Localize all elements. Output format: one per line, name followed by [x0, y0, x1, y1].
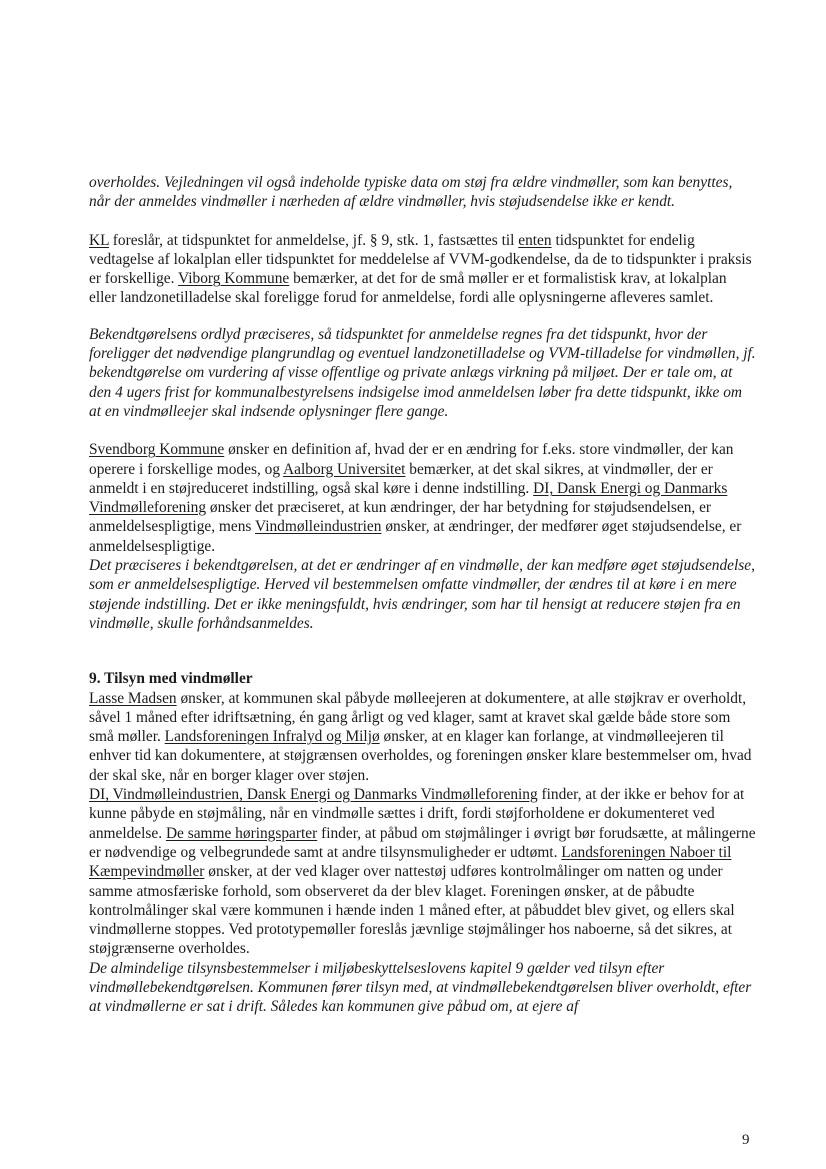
respondent-name: Svendborg Kommune	[89, 441, 225, 459]
respondent-name: Landsforeningen Naboer til Kæmpevindmøller	[89, 843, 732, 881]
respondent-name: Lasse Madsen	[89, 689, 177, 707]
text-run: bemærker, at det skal sikres, at vindmøller, der er anmeldt i en støjreduceret indstilling, også skal køre i denne indstilling.	[89, 460, 713, 497]
text-run: ønsker det præciseret, at kun ændringer, der har betydning for støjudsendelsen, er anmeldelsespligtige, mens	[89, 499, 712, 536]
text-run: foreslår, at tidspunktet for anmeldelse, jf. § 9, stk. 1, fastsættes til	[108, 231, 519, 249]
text-run: ønsker, at ændringer, der medfører øget støjudsendelse, er anmeldelsespligtige.	[89, 518, 742, 555]
respondent-name: De samme høringsparter	[165, 824, 318, 842]
ministry-response-paragraph	[89, 325, 757, 421]
text-run: De almindelige tilsynsbestemmelser i miljøbeskyttelseslovens kapitel 9 gælder ved tilsyn efter vindmøllebekendtgørelsen. Kommunen fører tilsyn med, at vindmøllebekendtgørelsen bliver overholdt, efter at vindmøllerne er sat i drift. Således kan kommunen give påbud om, at ejere af	[89, 959, 752, 1016]
consultation-paragraph	[89, 689, 757, 785]
respondent-name: DI, Vindmølleindustrien, Dansk Energi og Danmarks Vindmølleforening	[89, 786, 538, 804]
ministry-response-paragraph	[89, 556, 757, 633]
respondent-name: Vindmølleindustrien	[255, 518, 382, 536]
text-run: overholdes. Vejledningen vil også indeholde typiske data om støj fra ældre vindmøller, som kan benyttes, når der anmeldes vindmøller i nærheden af ældre vindmøller, hvis støjudsendelse ikke er kendt.	[89, 174, 733, 211]
respondent-name: DI, Dansk Energi og Danmarks Vindmølleforening	[89, 479, 728, 517]
text-run: finder, at påbud om støjmålinger i øvrigt bør forudsætte, at målingerne er nødvendige og velbegrundede samt at andre tilsynsmuligheder er udtømt.	[89, 824, 756, 861]
consultation-paragraph	[89, 231, 757, 308]
section-heading: 9. Tilsyn med vindmøller	[89, 670, 253, 688]
paragraph-spacer	[89, 633, 757, 669]
text-run: ønsker en definition af, hvad der er en ændring for f.eks. store vindmøller, der kan operere i forskellige modes, og	[89, 441, 734, 478]
text-run: tidspunktet for endelig vedtagelse af lokalplan eller tidspunktet for meddelelse af VVM-godkendelse, da de to tidspunkter i praksis er forskellige.	[89, 231, 752, 288]
paragraph-spacer	[89, 308, 757, 325]
consultation-paragraph	[89, 440, 757, 556]
page-body	[89, 173, 757, 1017]
text-run: ønsker, at der ved klager over nattestøj udføres kontrolmålinger om natten og under samme atmosfæriske forhold, som observeret da der blev klaget. Foreningen ønsker, at de påbudte kontrolmålinger skal være kommunen i hænde inden 1 måned efter, at påbuddet blev givet, og ellers skal vindmøllerne stoppes. Ved prototypemøller foreslås jævnlige støjmålinger hos naboerne, så det sikres, at støjgrænserne overholdes.	[89, 863, 735, 958]
respondent-name: KL	[89, 231, 109, 249]
consultation-paragraph	[89, 785, 757, 959]
respondent-name: Landsforeningen Infralyd og Miljø	[164, 728, 380, 746]
page-number: 9	[742, 1132, 750, 1148]
text-run: Det præciseres i bekendtgørelsen, at det er ændringer af en vindmølle, der kan medføre øget støjudsendelse, som er anmeldelsespligtige. Herved vil bestemmelsen omfatte vindmøller, der ændres til at køre i en mere støjende indstilling. Det er ikke meningsfuldt, hvis ændringer, som har til hensigt at reducere støjen fra en vindmølle, skulle forhåndsanmeldes.	[89, 557, 755, 632]
text-run: finder, at der ikke er behov for at kunne påbyde en støjmåling, når en vindmølle sættes i drift, fordi støjforholdene er dokumenteret ved anmeldelse.	[89, 786, 745, 842]
respondent-name: Aalborg Universitet	[283, 460, 406, 478]
text-run: ønsker, at en klager kan forlange, at vindmølleejeren til enhver tid kan dokumentere, at støjgrænsen overholdes, og foreningen ønsker klare bestemmelser om, hvad der skal ske, når en borger klager over støjen.	[89, 728, 752, 784]
text-run: bemærker, at det for de små møller er et formalistisk krav, at lokalplan eller landzonetilladelse skal foreligge forud for anmeldelse, fordi alle oplysningerne afleveres samlet.	[89, 270, 727, 307]
paragraph-spacer	[89, 421, 757, 440]
ministry-response-paragraph	[89, 959, 757, 1017]
ministry-response-paragraph	[89, 173, 757, 212]
respondent-name: enten	[518, 231, 552, 249]
text-run: ønsker, at kommunen skal påbyde mølleejeren at dokumentere, at alle støjkrav er overholdt, såvel 1 måned efter idriftsætning, én gang årligt og ved klager, samt at kravet skal gælde både store som små møller.	[89, 689, 747, 746]
text-run: Bekendtgørelsens ordlyd præciseres, så tidspunktet for anmeldelse regnes fra det tidspunkt, hvor der foreligger det nødvendige plangrundlag og eventuel landzonetilladelse og VVM-tilladelse for vindmøllen, jf. bekendtgørelse om vurdering af visse offentlige og private anlægs virkning på miljøet. Der er tale om, at den 4 ugers frist for kommunalbestyrelsens indsigelse imod anmeldelsen løber fra dette tidspunkt, ikke om at en vindmølleejer skal indsende oplysninger flere gange.	[89, 325, 756, 420]
paragraph-spacer	[89, 212, 757, 231]
respondent-name: Viborg Kommune	[178, 270, 290, 288]
